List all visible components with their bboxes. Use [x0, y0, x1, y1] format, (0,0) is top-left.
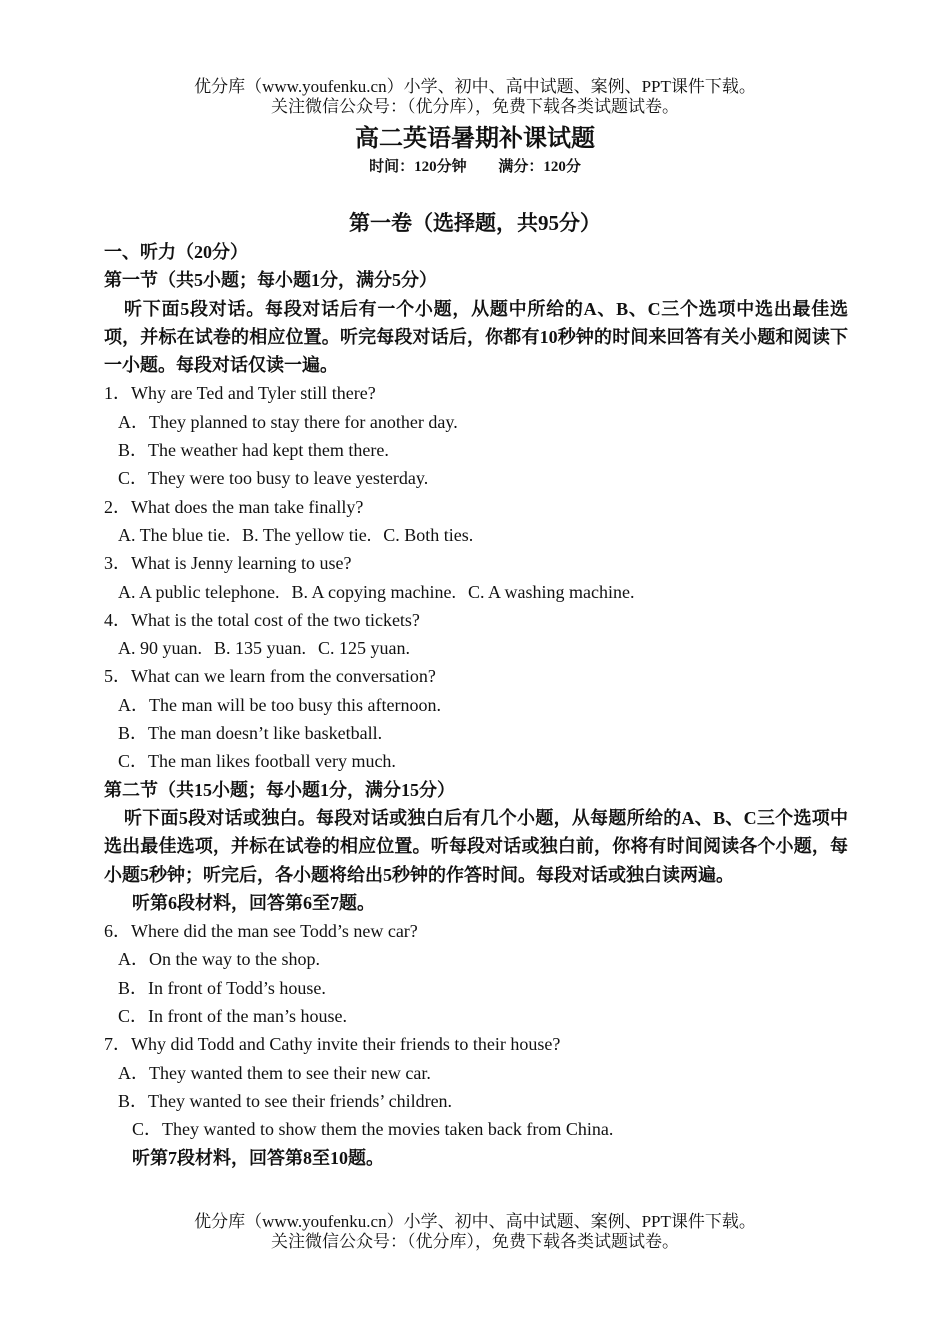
- exam-time: 时间：120分钟: [369, 159, 467, 175]
- volume-title: 第一卷（选择题，共95分）: [349, 211, 601, 235]
- question-5-stem: 5．What can we learn from the conversation?: [104, 666, 436, 687]
- question-4-option-b: B. 135 yuan.: [214, 638, 306, 659]
- question-7-stem: 7．Why did Todd and Cathy invite their friends to their house?: [104, 1034, 561, 1055]
- question-2-stem: 2．What does the man take finally?: [104, 496, 364, 517]
- question-4-options: [104, 634, 848, 662]
- page-footer-line-2: 关注微信公众号：（优分库），免费下载各类试题试卷。: [271, 1232, 679, 1251]
- question-2-option-c: C. Both ties.: [383, 524, 474, 545]
- question-1-option-c: C．They were too busy to leave yesterday.: [118, 468, 429, 489]
- question-6-option-b: B．In front of Todd’s house.: [118, 977, 326, 998]
- question-1-option-a: A．They planned to stay there for another day.: [118, 411, 458, 432]
- question-2-options: [104, 521, 848, 549]
- question-3-option-a: A. A public telephone.: [118, 581, 280, 602]
- question-5-option-a: A．The man will be too busy this afternoon.: [118, 694, 441, 715]
- question-7-option-a: A．They wanted them to see their new car.: [118, 1062, 431, 1083]
- exam-title: 高二英语暑期补课试题: [355, 126, 595, 152]
- question-5-option-b: B．The man doesn’t like basketball.: [118, 723, 383, 744]
- question-4-option-a: A. 90 yuan.: [118, 638, 202, 659]
- question-2-option-b: B. The yellow tie.: [242, 524, 372, 545]
- question-6-option-a: A．On the way to the shop.: [118, 949, 320, 970]
- question-4-stem: 4．What is the total cost of the two tickets?: [104, 609, 420, 630]
- section2-title: 第二节（共15小题；每小题1分，满分15分）: [104, 779, 455, 800]
- section2-instructions: 听下面5段对话或独白。每段对话或独白后有几个小题，从每题所给的A、B、C三个选项中选出最佳选项，并标在试卷的相应位置。听每段对话或独白前，你将有时间阅读各个小题，每小题5秒钟；听完后，各小题将给出5秒钟的作答时间。每段对话或独白读两遍。: [104, 807, 848, 885]
- section1-title: 第一节（共5小题；每小题1分，满分5分）: [104, 270, 437, 291]
- question-1-option-b: B．The weather had kept them there.: [118, 440, 389, 461]
- question-7-option-b: B．They wanted to see their friends’ children.: [118, 1090, 453, 1111]
- question-2-option-a: A. The blue tie.: [118, 524, 231, 545]
- material-7-heading: 听第7段材料，回答第8至10题。: [132, 1147, 384, 1168]
- page-footer-line-1: 优分库（www.youfenku.cn）小学、初中、高中试题、案例、PPT课件下载。: [194, 1212, 756, 1231]
- exam-subtitle: [0, 157, 950, 177]
- page-header-line-1: 优分库（www.youfenku.cn）小学、初中、高中试题、案例、PPT课件下载。: [194, 77, 756, 96]
- exam-score: 满分：120分: [498, 159, 581, 175]
- question-6-option-c: C．In front of the man’s house.: [118, 1006, 347, 1027]
- question-3-stem: 3．What is Jenny learning to use?: [104, 553, 352, 574]
- question-6-stem: 6．Where did the man see Todd’s new car?: [104, 921, 418, 942]
- question-3-option-b: B. A copying machine.: [291, 581, 456, 602]
- section1-instructions: 听下面5段对话。每段对话后有一个小题，从题中所给的A、B、C三个选项中选出最佳选项，并标在试卷的相应位置。听完每段对话后，你都有10秒钟的时间来回答有关小题和阅读下一小题。每段对话仅读一遍。: [104, 298, 849, 376]
- question-1-stem: 1．Why are Ted and Tyler still there?: [104, 383, 376, 404]
- question-7-option-c: C．They wanted to show them the movies taken back from China.: [132, 1119, 614, 1140]
- question-3-option-c: C. A washing machine.: [467, 581, 635, 602]
- question-3-options: [104, 578, 848, 606]
- part-title: 一、听力（20分）: [104, 242, 248, 262]
- page-header-line-2: 关注微信公众号：（优分库），免费下载各类试题试卷。: [271, 97, 679, 116]
- material-6-heading: 听第6段材料，回答第6至7题。: [132, 892, 375, 913]
- exam-content: [104, 238, 848, 1172]
- question-5-option-c: C．The man likes football very much.: [118, 751, 396, 772]
- question-4-option-c: C. 125 yuan.: [318, 638, 410, 659]
